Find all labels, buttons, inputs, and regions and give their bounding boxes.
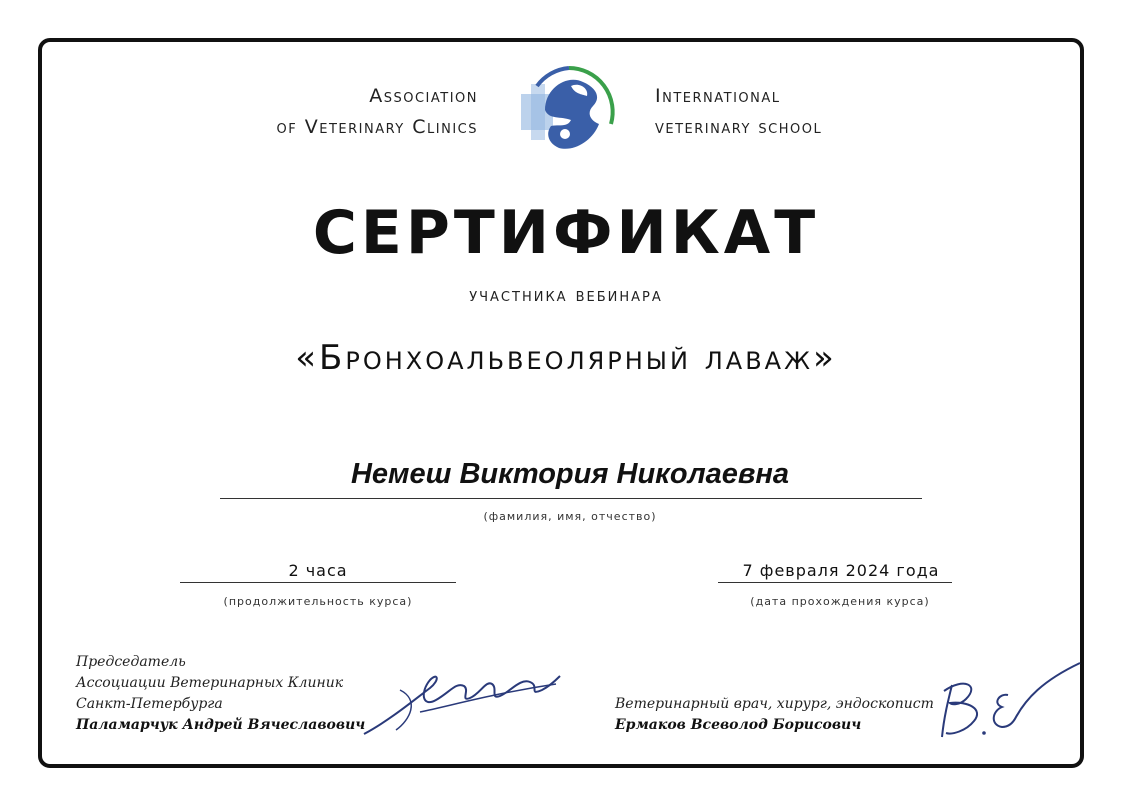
left-signatory [76,652,365,736]
left-signatory-line-3: Санкт-Петербурга [76,696,223,712]
association-line-1: Association [369,85,478,107]
duration-underline [180,582,456,583]
certificate-subtitle: участника вебинара [469,284,663,306]
recipient-caption: (фамилия, имя, отчество) [483,510,657,523]
recipient-underline [220,498,922,499]
right-signatory-name: Ермаков Всеволод Борисович [615,717,862,733]
school-line-2: veterinary school [655,116,823,138]
left-signatory-line-1: Председатель [76,654,186,670]
association-line-2: of Veterinary Clinics [276,116,478,138]
left-signature-image [360,660,570,740]
association-name [276,81,478,143]
left-signatory-name: Паламарчук Андрей Вячеславович [76,717,366,733]
course-title: «Бронхоальвеолярный лаваж» [295,338,837,378]
date-caption: (дата прохождения курса) [750,595,930,608]
right-signatory [615,694,934,736]
date-underline [718,582,952,583]
right-signatory-position: Ветеринарный врач, хирург, эндоскопист [615,696,934,712]
certificate-title: СЕРТИФИКАТ [312,198,820,268]
logo-icon [515,64,623,160]
school-name [655,81,822,143]
left-signatory-line-2: Ассоциации Ветеринарных Клиник [76,675,344,691]
duration-caption: (продолжительность курса) [223,595,413,608]
duration-value: 2 часа [288,561,348,580]
date-value: 7 февраля 2024 года [742,561,940,580]
right-signature-image [930,655,1090,750]
recipient-name: Немеш Виктория Николаевна [350,458,790,490]
school-line-1: International [655,85,781,107]
